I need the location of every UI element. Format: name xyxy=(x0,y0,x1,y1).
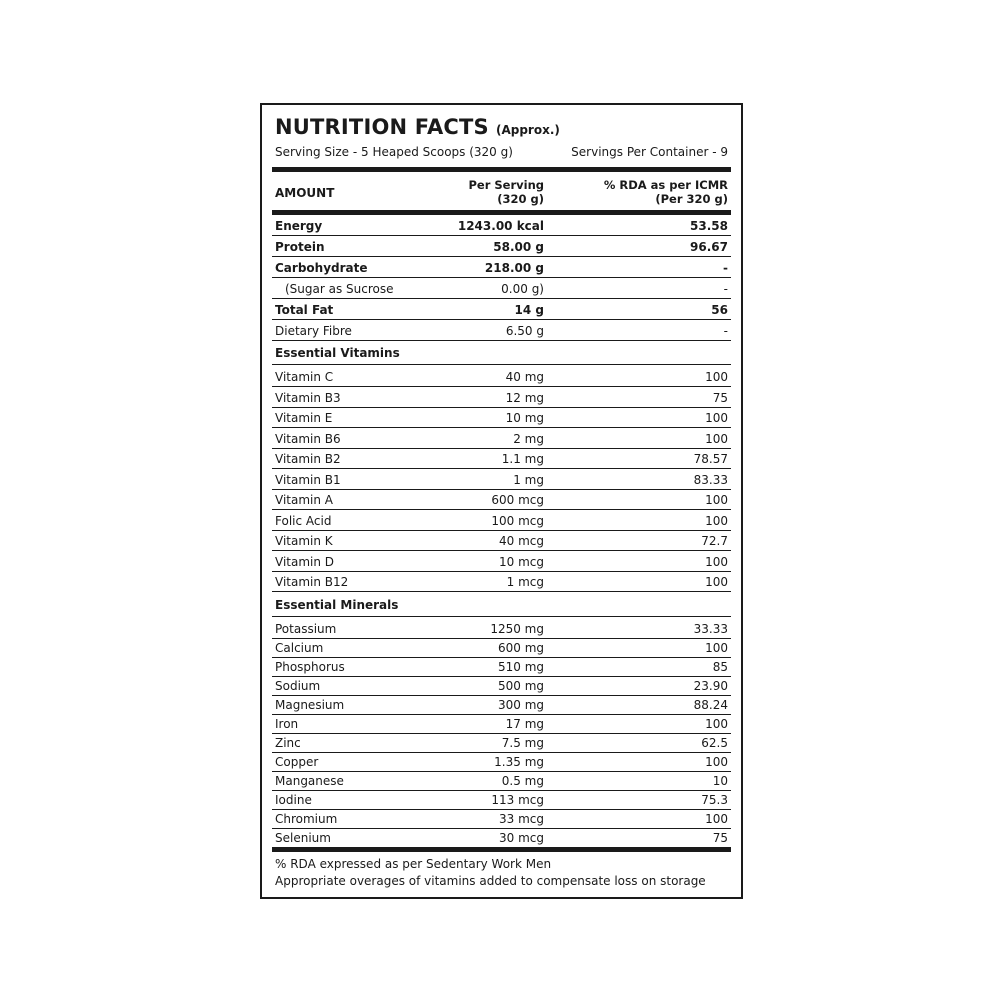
nutrient-rda: 96.67 xyxy=(690,240,728,254)
divider xyxy=(272,364,731,365)
nutrient-name: Copper xyxy=(275,755,319,769)
table-row xyxy=(272,428,731,449)
header-per-serving-line2: (320 g) xyxy=(497,192,544,206)
nutrient-amount: 17 mg xyxy=(505,717,544,731)
header-rda-line2: (Per 320 g) xyxy=(655,192,728,206)
nutrient-name: Vitamin E xyxy=(275,411,333,425)
nutrient-amount: 218.00 g xyxy=(484,261,544,275)
table-row xyxy=(272,510,731,531)
table-row xyxy=(272,571,731,592)
nutrient-amount: 600 mg xyxy=(497,641,544,655)
nutrient-name: Zinc xyxy=(275,736,301,750)
nutrient-rda: 100 xyxy=(705,514,728,528)
nutrient-name: Magnesium xyxy=(275,698,345,712)
nutrient-amount: 2 mg xyxy=(513,432,544,446)
nutrient-rda: 100 xyxy=(705,717,728,731)
nutrient-amount: 14 g xyxy=(514,303,544,317)
table-row xyxy=(272,639,731,658)
serving-size: Serving Size - 5 Heaped Scoops (320 g) xyxy=(275,145,513,159)
nutrient-amount: 1.1 mg xyxy=(501,452,544,466)
nutrient-name: Folic Acid xyxy=(275,514,332,528)
nutrient-rda: - xyxy=(723,282,728,296)
divider-thick xyxy=(272,847,731,852)
nutrient-amount: 1250 mg xyxy=(490,622,544,636)
table-row xyxy=(272,618,731,639)
table-row xyxy=(272,215,731,236)
nutrient-name: Vitamin B6 xyxy=(275,432,341,446)
header-amount: AMOUNT xyxy=(275,186,335,200)
nutrient-name: Potassium xyxy=(275,622,337,636)
nutrient-name: Vitamin B12 xyxy=(275,575,349,589)
table-row xyxy=(272,489,731,510)
nutrient-rda: 23.90 xyxy=(693,679,728,693)
title-note: (Approx.) xyxy=(495,123,560,137)
nutrient-rda: 100 xyxy=(705,493,728,507)
divider-thick xyxy=(272,167,731,172)
nutrient-rda: 100 xyxy=(705,555,728,569)
nutrient-rda: 33.33 xyxy=(693,622,728,636)
table-row xyxy=(272,407,731,428)
nutrient-amount: 7.5 mg xyxy=(501,736,544,750)
nutrient-amount: 1 mcg xyxy=(506,575,544,589)
table-row xyxy=(272,715,731,734)
nutrient-rda: 53.58 xyxy=(690,219,728,233)
nutrient-rda: 75 xyxy=(712,391,728,405)
nutrient-amount: 1 mg xyxy=(513,473,544,487)
nutrient-rda: - xyxy=(723,261,728,275)
nutrient-amount: 12 mg xyxy=(505,391,544,405)
nutrient-name: Vitamin A xyxy=(275,493,333,507)
nutrient-amount: 300 mg xyxy=(497,698,544,712)
table-row xyxy=(272,829,731,847)
nutrient-name: Vitamin C xyxy=(275,370,334,384)
nutrient-name: Vitamin B2 xyxy=(275,452,341,466)
table-row xyxy=(272,387,731,408)
nutrient-name: Selenium xyxy=(275,831,331,845)
table-row xyxy=(272,810,731,829)
nutrient-name: Iron xyxy=(275,717,299,731)
table-row xyxy=(272,299,731,320)
section-heading-vitamins: Essential Vitamins xyxy=(275,346,400,360)
nutrient-name: Manganese xyxy=(275,774,344,788)
nutrient-name: Phosphorus xyxy=(275,660,345,674)
page-title: NUTRITION FACTS xyxy=(275,115,489,139)
nutrient-amount: 113 mcg xyxy=(491,793,544,807)
nutrient-rda: 100 xyxy=(705,370,728,384)
nutrient-rda: 10 xyxy=(712,774,728,788)
nutrient-amount: 30 mcg xyxy=(499,831,544,845)
table-row xyxy=(272,236,731,257)
table-row xyxy=(272,469,731,490)
table-row xyxy=(272,753,731,772)
nutrient-amount: 510 mg xyxy=(497,660,544,674)
table-row xyxy=(272,278,731,299)
footnote-rda: % RDA expressed as per Sedentary Work Men xyxy=(275,857,552,871)
nutrient-name: Vitamin D xyxy=(275,555,335,569)
nutrient-amount: 600 mcg xyxy=(491,493,544,507)
servings-per-container: Servings Per Container - 9 xyxy=(571,145,728,159)
nutrient-amount: 100 mcg xyxy=(491,514,544,528)
nutrient-rda: 78.57 xyxy=(693,452,728,466)
nutrient-amount: 6.50 g xyxy=(505,324,544,338)
nutrient-amount: 10 mcg xyxy=(499,555,544,569)
nutrient-amount: 40 mcg xyxy=(499,534,544,548)
nutrient-name: Calcium xyxy=(275,641,324,655)
nutrient-name: Carbohydrate xyxy=(275,261,368,275)
nutrient-rda: 75 xyxy=(712,831,728,845)
section-heading-minerals: Essential Minerals xyxy=(275,598,399,612)
nutrient-name: Iodine xyxy=(275,793,312,807)
header-per-serving-line1: Per Serving xyxy=(468,178,544,192)
nutrient-amount: 1243.00 kcal xyxy=(457,219,544,233)
nutrient-rda: 75.3 xyxy=(701,793,728,807)
table-row xyxy=(272,772,731,791)
table-row xyxy=(272,448,731,469)
nutrient-amount: 0.5 mg xyxy=(501,774,544,788)
nutrient-amount: 500 mg xyxy=(497,679,544,693)
footnote-overages: Appropriate overages of vitamins added to compensate loss on storage xyxy=(275,874,706,888)
nutrient-rda: 100 xyxy=(705,755,728,769)
nutrient-name: Energy xyxy=(275,219,323,233)
nutrient-amount: 10 mg xyxy=(505,411,544,425)
nutrient-rda: 100 xyxy=(705,411,728,425)
nutrient-rda: 72.7 xyxy=(701,534,728,548)
nutrient-name: Chromium xyxy=(275,812,338,826)
divider xyxy=(272,616,731,617)
nutrient-rda: 83.33 xyxy=(693,473,728,487)
header-rda xyxy=(604,178,728,206)
nutrient-rda: 62.5 xyxy=(701,736,728,750)
nutrient-rda: 88.24 xyxy=(693,698,728,712)
nutrient-name: (Sugar as Sucrose xyxy=(285,282,394,296)
header-rda-line1: % RDA as per ICMR xyxy=(603,178,728,192)
nutrient-amount: 0.00 g) xyxy=(501,282,544,296)
nutrient-name: Vitamin B3 xyxy=(275,391,341,405)
header-per-serving xyxy=(468,178,544,206)
nutrient-rda: 100 xyxy=(705,812,728,826)
nutrient-name: Vitamin B1 xyxy=(275,473,341,487)
table-row xyxy=(272,696,731,715)
nutrient-name: Dietary Fibre xyxy=(275,324,352,338)
title-row xyxy=(275,115,560,139)
table-row xyxy=(272,677,731,696)
table-row xyxy=(272,734,731,753)
nutrient-amount: 1.35 mg xyxy=(494,755,544,769)
nutrition-facts-panel xyxy=(260,103,743,899)
nutrient-name: Vitamin K xyxy=(275,534,333,548)
nutrient-amount: 33 mcg xyxy=(499,812,544,826)
nutrient-rda: 100 xyxy=(705,641,728,655)
footnotes xyxy=(275,856,706,890)
nutrient-rda: 56 xyxy=(711,303,728,317)
nutrient-name: Total Fat xyxy=(275,303,334,317)
nutrient-rda: 100 xyxy=(705,575,728,589)
table-row xyxy=(272,551,731,572)
nutrient-rda: 85 xyxy=(712,660,728,674)
table-row xyxy=(272,658,731,677)
nutrient-name: Protein xyxy=(275,240,325,254)
nutrient-name: Sodium xyxy=(275,679,321,693)
nutrient-amount: 40 mg xyxy=(505,370,544,384)
nutrient-rda: - xyxy=(723,324,728,338)
nutrient-amount: 58.00 g xyxy=(493,240,544,254)
table-row xyxy=(272,257,731,278)
nutrient-rda: 100 xyxy=(705,432,728,446)
table-row xyxy=(272,366,731,387)
table-row xyxy=(272,320,731,341)
table-row xyxy=(272,791,731,810)
table-row xyxy=(272,530,731,551)
